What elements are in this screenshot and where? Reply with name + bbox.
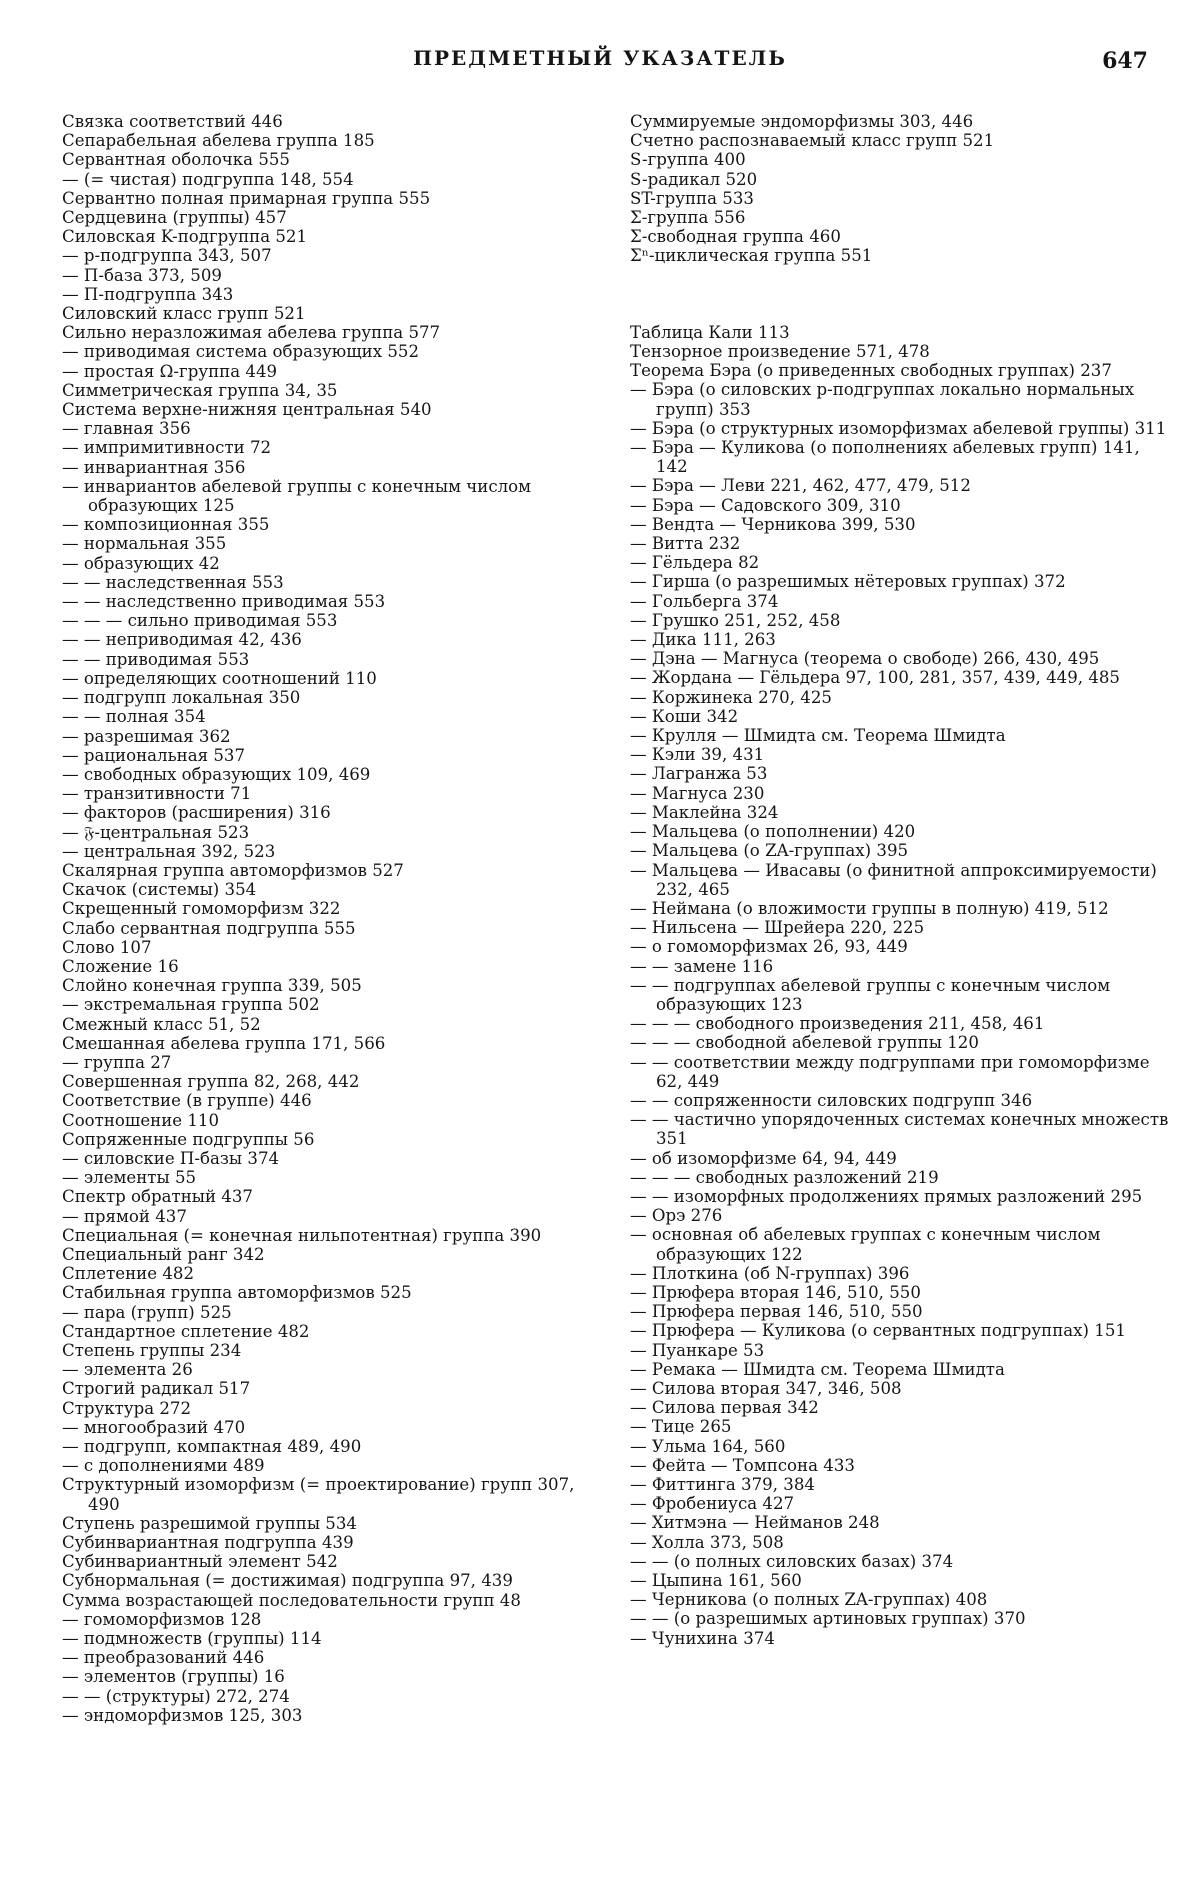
index-entry: — основная об абелевых группах с конечным числом образующих 122 <box>630 1225 1101 1264</box>
index-entry: — инвариантов абелевой группы с конечным числом образующих 125 <box>62 476 532 516</box>
index-entry: — факторов (расширения) 316 <box>62 803 331 823</box>
index-entry: — Витта 232 <box>630 534 741 554</box>
index-entry: — Мальцева (о ZA-группах) 395 <box>630 841 909 861</box>
index-entry: Сплетение 482 <box>62 1264 195 1284</box>
index-entry: — — замене 116 <box>630 956 774 976</box>
index-entry: — Плоткина (об N-группах) 396 <box>630 1263 910 1283</box>
index-entry: — элемента 26 <box>62 1360 193 1380</box>
index-entry: — группа 27 <box>62 1052 172 1072</box>
index-entry: Сильно неразложимая абелева группа 577 <box>62 323 441 343</box>
index-entry: Связка соответствий 446 <box>62 112 283 131</box>
index-entry: — Нильсена — Шрейера 220, 225 <box>630 918 925 938</box>
index-entry: — Кэли 39, 431 <box>630 745 765 765</box>
index-entry: — Дэна — Магнуса (теорема о свободе) 266, 430, 495 <box>630 649 1100 669</box>
index-entry: — Магнуса 230 <box>630 783 765 803</box>
index-entry: — композиционная 355 <box>62 515 270 535</box>
index-entry: — — (о разрешимых артиновых группах) 370 <box>630 1609 1026 1629</box>
index-entry: — — частично упорядоченных системах конечных множеств 351 <box>630 1110 1169 1149</box>
index-entry: Специальный ранг 342 <box>62 1244 265 1264</box>
index-entry: — об изоморфизме 64, 94, 449 <box>630 1148 897 1168</box>
index-entry: — Бэра — Куликова (о пополнениях абелевых групп) 141, 142 <box>630 438 1140 477</box>
index-entry: Стабильная группа автоморфизмов 525 <box>62 1283 412 1303</box>
index-entry: Субинвариантный элемент 542 <box>62 1552 338 1572</box>
index-entry: — транзитивности 71 <box>62 784 252 804</box>
index-entry: — Фиттинга 379, 384 <box>630 1475 815 1494</box>
index-entry: Σⁿ-циклическая группа 551 <box>630 246 873 266</box>
index-entry: — центральная 392, 523 <box>62 841 276 861</box>
index-entry: Слово 107 <box>62 937 152 957</box>
index-entry: — рациональная 537 <box>62 745 246 765</box>
left-column <box>62 112 592 1725</box>
index-entry: — главная 356 <box>62 419 191 439</box>
index-entry: — Дика 111, 263 <box>630 630 776 650</box>
index-entry: Структура 272 <box>62 1398 192 1418</box>
index-entry: — Бэра — Леви 221, 462, 477, 479, 512 <box>630 476 971 496</box>
index-entry: Субинвариантная подгруппа 439 <box>62 1533 354 1553</box>
index-entry: Совершенная группа 82, 268, 442 <box>62 1072 360 1092</box>
index-entry: — p-подгруппа 343, 507 <box>62 246 272 266</box>
index-entry: — элементы 55 <box>62 1168 197 1188</box>
index-entry: — Прюфера вторая 146, 510, 550 <box>630 1282 921 1302</box>
index-entry: — простая Ω-группа 449 <box>62 361 278 381</box>
index-entry: — Цыпина 161, 560 <box>630 1571 802 1591</box>
index-entry: — — сопряженности силовских подгрупп 346 <box>630 1090 1033 1110</box>
index-entry: — нормальная 355 <box>62 534 227 554</box>
index-entry: — определяющих соотношений 110 <box>62 668 377 688</box>
index-entry: Таблица Кали 113 <box>630 322 790 342</box>
index-entry: Система верхне-нижняя центральная 540 <box>62 400 432 420</box>
index-entry: — Ремака — Шмидта см. Теорема Шмидта <box>630 1359 1005 1379</box>
index-entry: — экстремальная группа 502 <box>62 995 320 1015</box>
index-entry: — силовские П-базы 374 <box>62 1148 280 1168</box>
index-entry: Счетно распознаваемый класс групп 521 <box>630 131 995 151</box>
index-entry: Соотношение 110 <box>62 1110 220 1130</box>
index-entry: — Прюфера первая 146, 510, 550 <box>630 1302 923 1322</box>
index-entry: Сервантная оболочка 555 <box>62 150 290 170</box>
index-entry: — — — свободной абелевой группы 120 <box>630 1033 979 1053</box>
index-entry: — — (о полных силовских базах) 374 <box>630 1551 954 1571</box>
index-entry: Спектр обратный 437 <box>62 1187 253 1207</box>
index-entry: Скрещенный гомоморфизм 322 <box>62 899 341 919</box>
index-entry: Смешанная абелева группа 171, 566 <box>62 1033 386 1053</box>
index-entry: — подгрупп, компактная 489, 490 <box>62 1437 362 1457</box>
index-entry: Силовский класс групп 521 <box>62 304 306 324</box>
index-entry: — прямой 437 <box>62 1206 187 1226</box>
index-entry: — Тице 265 <box>630 1417 732 1437</box>
index-entry: — — соответствии между подгруппами при гомоморфизме 62, 449 <box>630 1052 1150 1091</box>
index-entry: Симметрическая группа 34, 35 <box>62 380 338 400</box>
index-entry: — Фробениуса 427 <box>630 1494 795 1514</box>
index-entry: — многообразий 470 <box>62 1417 246 1437</box>
index-entry: Степень группы 234 <box>62 1341 242 1360</box>
index-entry: — о гомоморфизмах 26, 93, 449 <box>630 937 908 957</box>
index-entry: — Лагранжа 53 <box>630 764 768 784</box>
index-entry: Сопряженные подгруппы 56 <box>62 1129 315 1149</box>
index-entry: — Маклейна 324 <box>630 802 779 822</box>
index-entry: Тензорное произведение 571, 478 <box>630 342 930 362</box>
index-entry: Субнормальная (= достижимая) подгруппа 97, 439 <box>62 1571 513 1591</box>
index-entry: S-радикал 520 <box>630 169 758 189</box>
index-entry: Σ-свободная группа 460 <box>630 227 841 247</box>
index-entry: — — (структуры) 272, 274 <box>62 1686 290 1706</box>
index-entry: — Черникова (о полных ZA-группах) 408 <box>630 1590 988 1610</box>
index-entry: — 𝔉-центральная 523 <box>62 822 250 842</box>
index-entry: — Силова вторая 347, 346, 508 <box>630 1378 902 1398</box>
index-entry: — — подгруппах абелевой группы с конечным числом образующих 123 <box>630 975 1111 1014</box>
index-entry: Специальная (= конечная нильпотентная) группа 390 <box>62 1225 542 1245</box>
page-title: ПРЕДМЕТНЫЙ УКАЗАТЕЛЬ <box>413 46 787 70</box>
index-entry: Строгий радикал 517 <box>62 1379 251 1399</box>
index-entry: — инвариантная 356 <box>62 457 246 477</box>
index-entry: — разрешимая 362 <box>62 726 231 746</box>
index-entry: Скачок (системы) 354 <box>62 880 257 900</box>
index-entry: Слабо сервантная подгруппа 555 <box>62 918 356 938</box>
index-entry: — Неймана (о вложимости группы в полную) 419, 512 <box>630 898 1109 918</box>
index-entry: — подмножеств (группы) 114 <box>62 1629 322 1649</box>
index-entry: Структурный изоморфизм (= проектирование) групп 307, 490 <box>62 1475 575 1514</box>
right-column <box>630 112 1170 1648</box>
index-entry: Сепарабельная абелева группа 185 <box>62 131 375 151</box>
index-entry: Суммируемые эндоморфизмы 303, 446 <box>630 112 974 131</box>
index-entry: — Грушко 251, 252, 458 <box>630 610 841 630</box>
index-entry: — свободных образующих 109, 469 <box>62 764 371 784</box>
index-entry: — Коши 342 <box>630 706 739 726</box>
index-entry: — Коржинека 270, 425 <box>630 687 832 707</box>
index-entry: — Фейта — Томпсона 433 <box>630 1455 855 1475</box>
index-entry: — П-подгруппа 343 <box>62 284 234 304</box>
index-entry: — приводимая система образующих 552 <box>62 342 420 362</box>
index-entry: — Холла 373, 508 <box>630 1532 784 1552</box>
page-header <box>0 40 1200 80</box>
index-entry: — — неприводимая 42, 436 <box>62 630 302 650</box>
page-number: 647 <box>1102 48 1148 74</box>
index-entry: — Ульма 164, 560 <box>630 1436 786 1456</box>
index-entry: — подгрупп локальная 350 <box>62 688 301 708</box>
index-entry: — гомоморфизмов 128 <box>62 1609 262 1629</box>
index-entry: Сложение 16 <box>62 956 179 976</box>
index-entry: — Бэра (о силовских p-подгруппах локально нормальных групп) 353 <box>630 380 1135 419</box>
index-entry: Смежный класс 51, 52 <box>62 1014 261 1034</box>
index-entry: — Мальцева (о пополнении) 420 <box>630 822 916 842</box>
index-entry: — П-база 373, 509 <box>62 265 222 285</box>
index-entry: — образующих 42 <box>62 553 220 573</box>
index-entry: Соответствие (в группе) 446 <box>62 1091 312 1111</box>
index-entry: ST-группа 533 <box>630 188 754 208</box>
index-entry: Σ-группа 556 <box>630 208 746 228</box>
index-entry: S-группа 400 <box>630 150 746 170</box>
index-entry: — Орэ 276 <box>630 1206 723 1226</box>
index-gap <box>630 282 1170 306</box>
index-entry: — Мальцева — Ивасавы (о финитной аппроксимируемости) 232, 465 <box>630 860 1157 899</box>
index-entry: — Силова первая 342 <box>630 1398 819 1418</box>
index-entry: — (= чистая) подгруппа 148, 554 <box>62 169 354 189</box>
index-entry: Теорема Бэра (о приведенных свободных группах) 237 <box>630 361 1112 381</box>
index-entry: — с дополнениями 489 <box>62 1456 265 1476</box>
index-entry: — эндоморфизмов 125, 303 <box>62 1705 303 1725</box>
index-entry: Слойно конечная группа 339, 505 <box>62 976 362 996</box>
index-entry: — пара (групп) 525 <box>62 1302 232 1322</box>
index-entry: — Вендта — Черникова 399, 530 <box>630 514 916 534</box>
index-entry: — Крулля — Шмидта см. Теорема Шмидта <box>630 726 1006 746</box>
index-entry: Сердцевина (группы) 457 <box>62 208 287 228</box>
index-entry: — Бэра (о структурных изоморфизмах абелевой группы) 311 <box>630 418 1167 438</box>
index-entry: — — — сильно приводимая 553 <box>62 611 338 631</box>
index-entry: — Бэра — Садовского 309, 310 <box>630 495 901 515</box>
index-entry: Стандартное сплетение 482 <box>62 1321 310 1341</box>
index-entry: — — изоморфных продолжениях прямых разложений 295 <box>630 1186 1143 1206</box>
index-entry: Скалярная группа автоморфизмов 527 <box>62 860 404 880</box>
index-entry: Сервантно полная примарная группа 555 <box>62 188 431 208</box>
index-entry: — Гирша (о разрешимых нётеровых группах) 372 <box>630 572 1066 592</box>
index-entry: — Чунихина 374 <box>630 1628 775 1648</box>
index-entry: — импримитивности 72 <box>62 438 272 458</box>
index-entry: — — наследственная 553 <box>62 572 284 592</box>
index-entry: — Гольберга 374 <box>630 591 779 611</box>
index-entry: — Гёльдера 82 <box>630 553 760 573</box>
index-entry: — — приводимая 553 <box>62 649 250 669</box>
index-entry: — — — свободных разложений 219 <box>630 1167 939 1187</box>
index-entry: — Пуанкаре 53 <box>630 1340 765 1360</box>
index-entry: — Жордана — Гёльдера 97, 100, 281, 357, 439, 449, 485 <box>630 668 1120 688</box>
index-entry: Ступень разрешимой группы 534 <box>62 1513 357 1533</box>
index-entry: — Хитмэна — Нейманов 248 <box>630 1513 880 1533</box>
index-entry: — преобразований 446 <box>62 1648 265 1668</box>
index-entry: Сумма возрастающей последовательности групп 48 <box>62 1590 521 1610</box>
index-entry: — элементов (группы) 16 <box>62 1667 285 1687</box>
index-entry: — Прюфера — Куликова (о сервантных подгруппах) 151 <box>630 1321 1126 1341</box>
index-entry: — — полная 354 <box>62 707 206 727</box>
index-entry: — — наследственно приводимая 553 <box>62 592 386 612</box>
index-entry: — — — свободного произведения 211, 458, 461 <box>630 1014 1045 1034</box>
index-entry: Силовская K-подгруппа 521 <box>62 227 308 247</box>
